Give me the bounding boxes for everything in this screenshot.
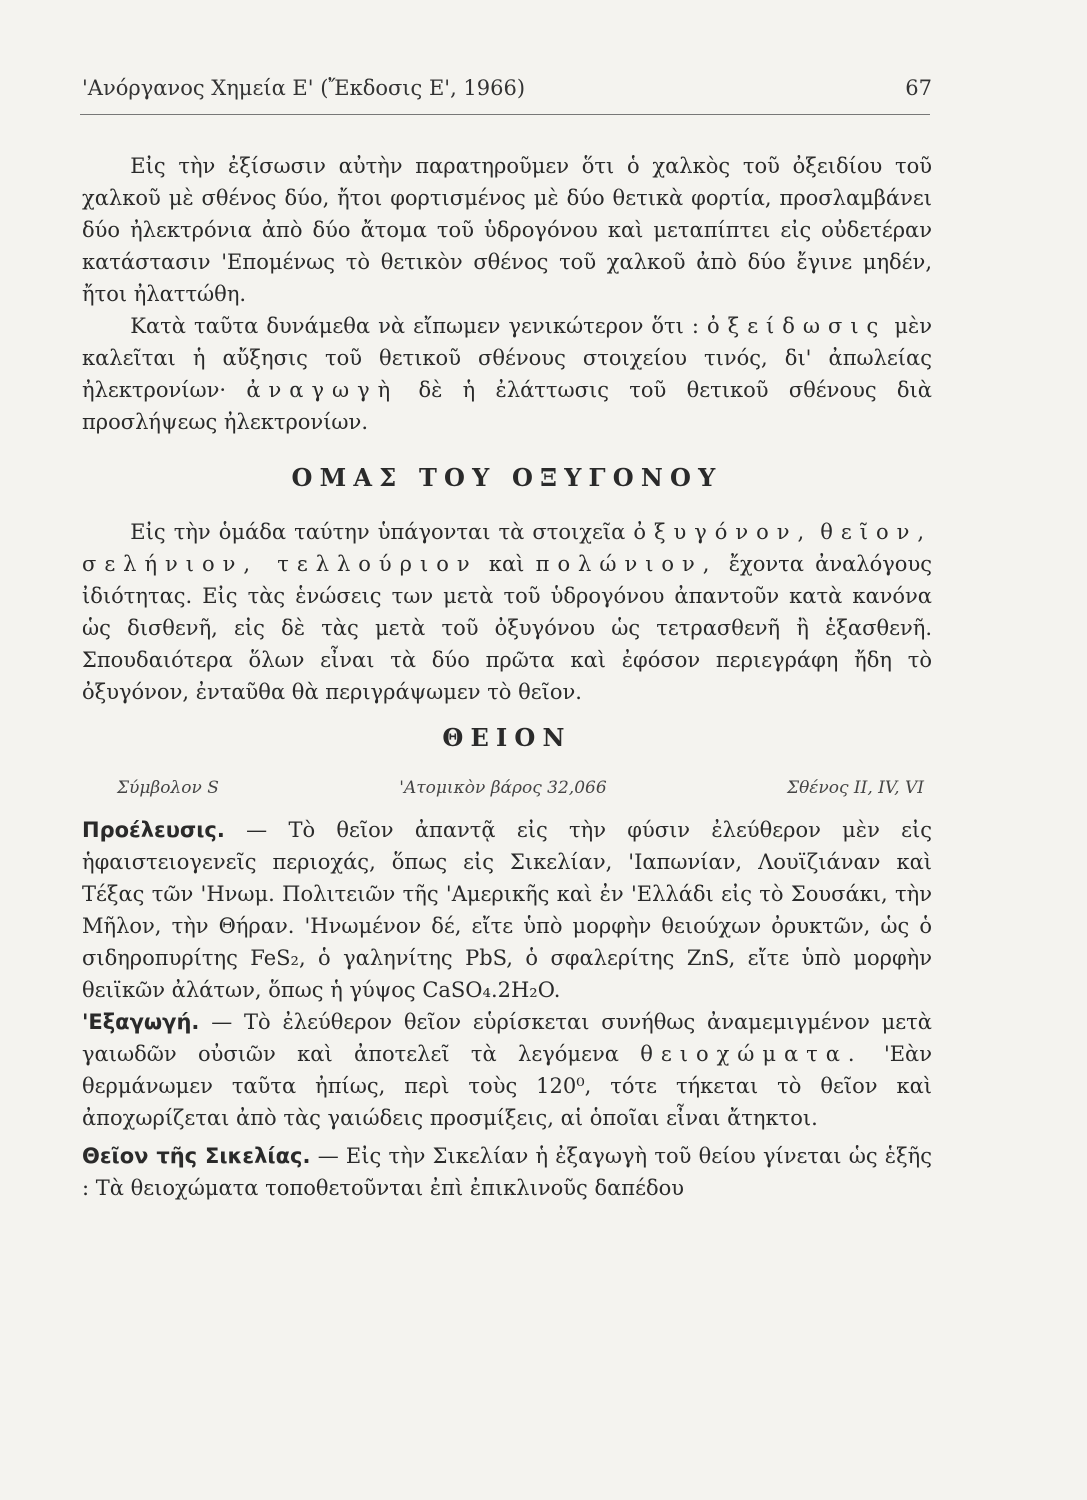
element-list: θεῖον, σελήνιον, τελλούριον bbox=[82, 520, 932, 576]
extraction-text-b: 'Εὰν θερμάνωμεν ταῦτα ἠπίως, περὶ τοὺς 120⁰, τότε τήκεται τὸ θεῖον καὶ ἀποχωρίζεται ἀπὸ τὰς γαιώδεις προσμίξεις, αἱ ὁποῖαι εἶναι ἄτηκτοι. bbox=[82, 1042, 932, 1130]
page-number: 67 bbox=[905, 76, 932, 100]
term-reduction: ἀναγωγὴ bbox=[246, 378, 399, 402]
term-oxidation: ὀξείδωσις bbox=[707, 314, 887, 338]
section-sicily bbox=[82, 1140, 932, 1204]
element-oxygen: ὀξυγόνον, bbox=[633, 520, 813, 544]
section-origin bbox=[82, 814, 932, 1006]
header-rule bbox=[80, 114, 930, 115]
term-sulfur-earths: θειοχώματα. bbox=[640, 1042, 863, 1066]
paragraph-oxygen-group bbox=[82, 516, 932, 708]
paragraph-redox-definition bbox=[82, 310, 932, 438]
conjunction: καὶ bbox=[488, 552, 525, 576]
group-heading: ΟΜΑΣ ΤΟΥ ΟΞΥΓΟΝΟΥ bbox=[291, 463, 723, 492]
section-extraction bbox=[82, 1006, 932, 1134]
definition-intro: Κατὰ ταῦτα δυνάμεθα νὰ εἴπωμεν γενικώτερον ὅτι : bbox=[130, 314, 699, 338]
element-heading: ΘΕΙΟΝ bbox=[442, 723, 572, 752]
sicily-text: — Εἰς τὴν Σικελίαν ἡ ἐξαγωγὴ τοῦ θείου γίνεται ὡς ἑξῆς : Τὰ θειοχώματα τοποθετοῦνται ἐπὶ ἐπικλινοῦς δαπέδου bbox=[82, 1144, 932, 1200]
extraction-lead: 'Εξαγωγή. bbox=[82, 1010, 200, 1034]
sicily-lead: Θεῖον τῆς Σικελίας. bbox=[82, 1144, 311, 1168]
group-description: ἔχοντα ἀναλόγους ἰδιότητας. Εἰς τὰς ἑνώσεις των μετὰ τοῦ ὑδρογόνου ἀπαντοῦν κατὰ κανόνα ὡς δισθενῆ, εἰς δὲ τὰς μετὰ τοῦ ὀξυγόνου ὡς τετρασθενῆ ἢ ἑξασθενῆ. Σπουδαιότερα ὅλων εἶναι τὰ δύο πρῶτα καὶ ἐφόσον περιεγράφη ἤδη τὸ ὀξυγόνον, ἐνταῦθα θὰ περιγράψωμεν τὸ θεῖον. bbox=[82, 552, 932, 704]
origin-text: — Τὸ θεῖον ἀπαντᾷ εἰς τὴν φύσιν ἐλεύθερον μὲν εἰς ἡφαιστειογενεῖς περιοχάς, ὅπως εἰς Σικελίαν, 'Ιαπωνίαν, Λουϊζιάναν καὶ Τέξας τῶν 'Ηνωμ. Πολιτειῶν τῆς 'Αμερικῆς καὶ ἐν 'Ελλάδι εἰς τὸ Σουσάκι, τὴν Μῆλον, τὴν Θήραν. 'Ηνωμένον δέ, εἴτε ὑπὸ μορφὴν θειούχων ὀρυκτῶν, ὡς ὁ σιδηροπυρίτης FeS₂, ὁ γαληνίτης PbS, ὁ σφαλερίτης ZnS, εἴτε ὑπὸ μορφὴν θειϊκῶν ἀλάτων, ὅπως ἡ γύψος CaSO₄.2H₂O. bbox=[82, 818, 932, 1002]
running-title: 'Ανόργανος Χημεία Ε' (Ἔκδοσις Ε', 1966) bbox=[82, 76, 526, 100]
element-polonium: πολώνιον, bbox=[535, 552, 718, 576]
property-valence: Σθένος ΙΙ, ΙV, VI bbox=[787, 778, 924, 798]
page-body bbox=[82, 150, 932, 1204]
origin-lead: Προέλευσις. bbox=[82, 818, 225, 842]
element-properties bbox=[82, 772, 932, 804]
definition-reduction: δὲ ἡ ἐλάττωσις τοῦ θετικοῦ σθένους διὰ προσλήψεως ἠλεκτρονίων. bbox=[82, 378, 932, 434]
running-header bbox=[82, 76, 932, 100]
extraction-text-a: — Τὸ ἐλεύθερον θεῖον εὑρίσκεται συνήθως ἀναμεμιγμένον μετὰ γαιωδῶν οὐσιῶν καὶ ἀποτελεῖ τὰ λεγόμενα bbox=[82, 1010, 932, 1066]
definition-oxidation: μὲν καλεῖται ἡ αὔξησις τοῦ θετικοῦ σθένους στοιχείου τινός, δι' ἀπωλείας ἠλεκτρονίων· bbox=[82, 314, 932, 402]
property-atomic-weight: 'Ατομικὸν βάρος 32,066 bbox=[399, 778, 607, 798]
property-symbol: Σύμβολον S bbox=[117, 778, 219, 798]
group-intro: Εἰς τὴν ὁμάδα ταύτην ὑπάγονται τὰ στοιχεῖα bbox=[130, 520, 626, 544]
paragraph-redox-equation: Εἰς τὴν ἐξίσωσιν αὐτὴν παρατηροῦμεν ὅτι ὁ χαλκὸς τοῦ ὀξειδίου τοῦ χαλκοῦ μὲ σθένος δύο, ἤτοι φορτισμένος μὲ δύο θετικὰ φορτία, προσλαμβάνει δύο ἠλεκτρόνια ἀπὸ δύο ἄτομα τοῦ ὑδρογόνου καὶ μεταπίπτει εἰς οὐδετέραν κατάστασιν 'Επομένως τὸ θετικὸν σθένος τοῦ χαλκοῦ ἀπὸ δύο ἔγινε μηδέν, ἤτοι ἠλαττώθη. bbox=[82, 154, 932, 306]
